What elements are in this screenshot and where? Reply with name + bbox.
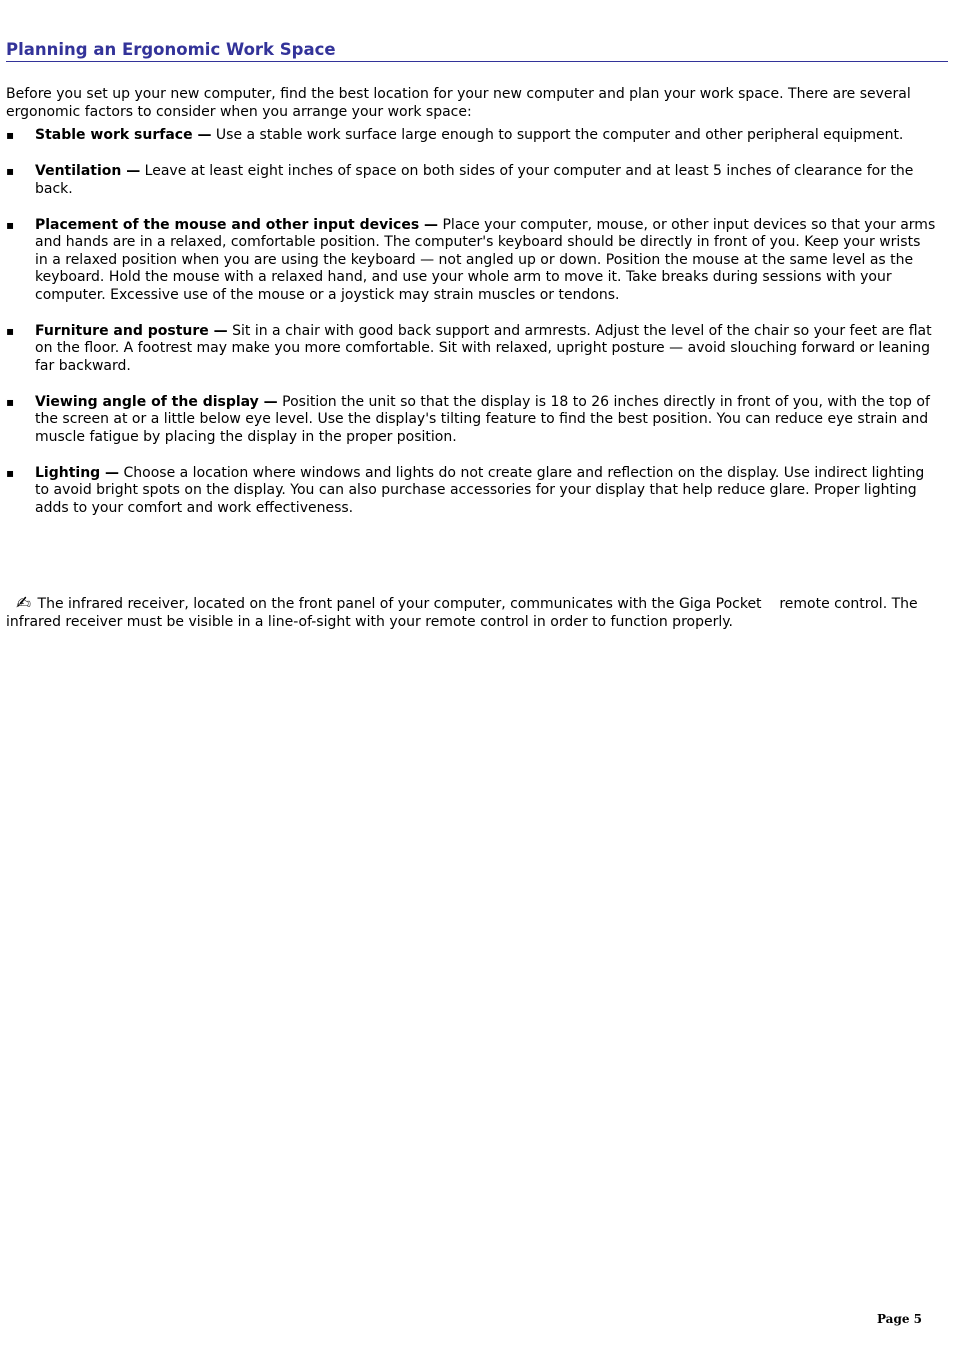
bullet-term: Lighting — [35, 464, 120, 481]
bullet-text: Use a stable work surface large enough to support the computer and other peripheral equipment. [211, 127, 904, 143]
note-pen-icon: ✍ [16, 593, 32, 614]
note-paragraph [6, 595, 941, 631]
intro-paragraph: Before you set up your new computer, find the best location for your new computer and plan your work space. There are several ergonomic factors to consider when you arrange your work space: [6, 86, 911, 120]
bullet-marker: ▪ [6, 465, 15, 480]
list-item-furniture-posture [6, 323, 936, 376]
note-text: The infrared receiver, located on the front panel of your computer, communicates with the Giga Pocket remote control. The infrared receiver must be visible in a line-of-sight with your remote control in order to function properly. [6, 596, 918, 630]
bullet-term: Placement of the mouse and other input devices — [35, 216, 439, 233]
bullet-text: Leave at least eight inches of space on both sides of your computer and at least 5 inches of clearance for the back. [35, 163, 914, 197]
bullet-term: Furniture and posture — [35, 322, 228, 339]
bullet-marker: ▪ [6, 128, 15, 142]
bullet-marker: ▪ [6, 164, 15, 178]
ergonomic-factors-list [6, 127, 936, 536]
list-item-lighting [6, 465, 936, 518]
list-item-stable-work-surface [6, 127, 936, 145]
bullet-text: Choose a location where windows and lights do not create glare and reflection on the display. Use indirect lighting to avoid bright spots on the display. You can also purchase accessories for your display that help reduce glare. Proper lighting adds to your comfort and work effectiveness. [35, 464, 925, 516]
bullet-term: Viewing angle of the display — [35, 393, 278, 410]
page-title: Planning an Ergonomic Work Space [6, 40, 948, 62]
list-item-ventilation [6, 163, 936, 198]
list-item-viewing-angle [6, 394, 936, 447]
bullet-term: Stable work surface — [35, 127, 212, 143]
bullet-marker: ▪ [6, 394, 15, 409]
bullet-marker: ▪ [6, 217, 15, 232]
page-number: Page 5 [876, 1312, 922, 1326]
bullet-text: Sit in a chair with good back support and armrests. Adjust the level of the chair so your feet are flat on the floor. A footrest may make you more comfortable. Sit with relaxed, upright posture — avoid slouching forward or leaning far backward. [35, 322, 932, 374]
list-item-input-devices [6, 217, 936, 305]
bullet-text: Position the unit so that the display is 18 to 26 inches directly in front of you, with the top of the screen at or a little below eye level. Use the display's tilting feature to find the best position. You can reduce eye strain and muscle fatigue by placing the display in the proper position. [35, 393, 930, 445]
bullet-term: Ventilation — [35, 163, 141, 179]
bullet-text: Place your computer, mouse, or other input devices so that your arms and hands are in a relaxed, comfortable position. The computer's keyboard should be directly in front of you. Keep your wrists in a relaxed position when you are using the keyboard — not angled up or down. Position the mouse at the same level as the keyboard. Hold the mouse with a relaxed hand, and use your whole arm to move it. Take breaks during sessions with your computer. Excessive use of the mouse or a joystick may strain muscles or tendons. [35, 216, 936, 303]
bullet-marker: ▪ [6, 323, 15, 338]
